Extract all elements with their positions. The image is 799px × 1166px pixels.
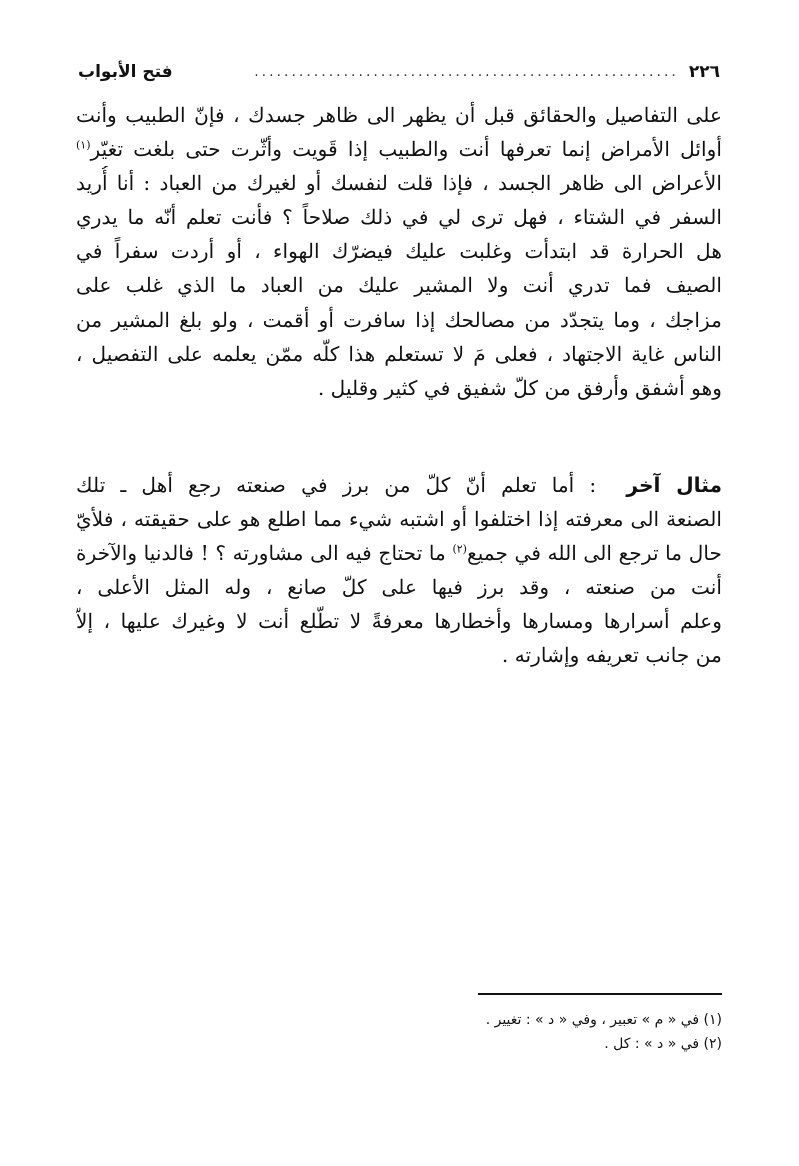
text-line-content: : أما تعلم أنّ كلّ من برز في صنعته رجع أهل ـ تلك [76,473,597,497]
footnote-2: (٢) في « د » : كل . [604,1036,722,1052]
text-line: هل الحرارة قد ابتدأت وغلبت عليك فيضرّك الهواء ، أو أردت سفراً في [76,239,722,264]
text-line-content: حال ما ترجع الى الله في جميع [466,541,722,566]
text-line [76,468,722,502]
section-lead: مثال آخر [626,473,722,497]
paragraph-2 [76,468,722,673]
footnote-divider [478,993,722,995]
leader-dots: ......................................................... [254,64,679,80]
text-line: أنت من صنعته ، وقد برز فيها على كلّ صانع ، وله المثل الأعلى ، [76,575,722,600]
running-title: فتح الأبواب [78,62,173,82]
text-line: الصيف فما تدري أنت ولا المشير عليك من العباد ما الذي غلب على [76,273,722,298]
text-line: وعلم أسرارها ومسارها وأخطارها معرفةً لا تطّلع أنت لا وغيرك عليها ، إلاّ [76,609,722,634]
text-line: على التفاصيل والحقائق قبل أن يظهر الى ظاهر جسدك ، فإنّ الطبيب وأنت [76,103,722,127]
text-line: الأعراض الى ظاهر الجسد ، فإذا قلت لنفسك أو لغيرك من العباد : أنا أُريد [76,171,722,196]
footnote-marker[interactable]: (١) [76,138,91,152]
text-line: الصنعة الى معرفته إذا اختلفوا أو اشتبه شيء مما اطلع هو على حقيقته ، فلأيّ [76,507,722,532]
page-number: ٢٢٦ [688,62,720,82]
text-line: مزاجك ، وما يتجدّد من مصالحك إذا سافرت أو أقمت ، ولو بلغ المشير من [76,307,722,332]
footnote-1: (١) في « م » تعبير ، وفي « د » : تغيير . [485,1012,722,1028]
paragraph-1 [76,98,722,405]
text-line-content: ما تحتاج فيه الى مشاورته ؟ ! فالدنيا والآخرة [76,541,446,566]
text-line: الناس غاية الاجتهاد ، فعلى مَ لا تستعلم هذا كلّه ممّن يعلمه على التفصيل ، [76,341,722,366]
text-line [76,132,722,166]
text-line [76,536,722,570]
text-line: السفر في الشتاء ، فهل ترى لي في ذلك صلاحاً ؟ فأنت تعلم أنّه ما يدري [76,205,722,230]
page-header [78,58,720,86]
footnotes [300,1008,722,1056]
text-line: وهو أشفق وأرفق من كلّ شفيق في كثير وقليل . [317,375,722,400]
text-line: من جانب تعريفه وإشارته . [501,643,722,668]
text-line-content: أوائل الأمراض إنما تعرفها أنت والطبيب إذا قَويت وأثّرت حتى بلغت تغيّر [90,137,722,162]
footnote-marker[interactable]: (٢) [452,542,467,556]
